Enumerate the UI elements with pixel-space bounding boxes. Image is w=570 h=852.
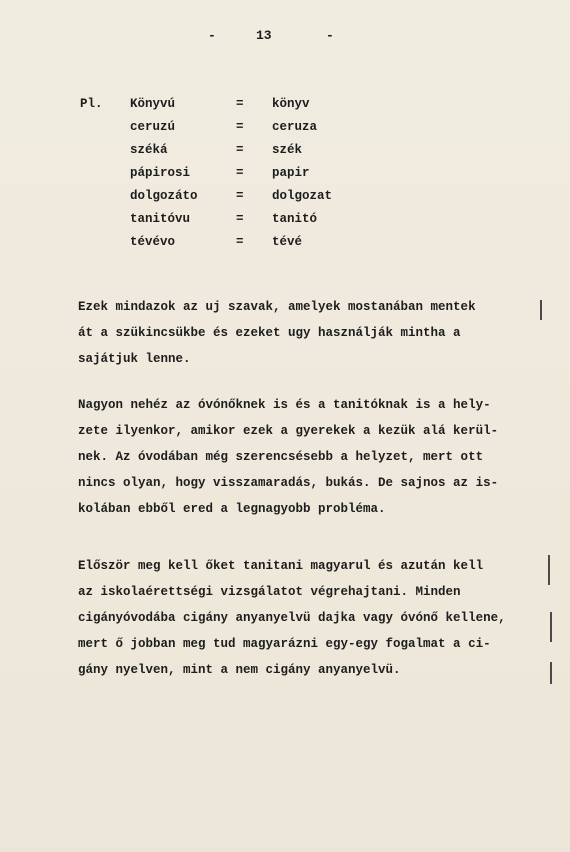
paragraph-line: cigányóvodába cigány anyanyelvü dajka vagy óvónő kellene,	[78, 611, 506, 625]
word-target: szék	[272, 143, 303, 157]
paragraph-line: Először meg kell őket tanitani magyarul és azután kell	[78, 559, 484, 573]
word-row	[80, 231, 380, 254]
word-row	[80, 116, 380, 139]
paragraph-line: át a szükincsükbe és ezeket ugy használják mintha a	[78, 326, 461, 340]
word-row	[80, 162, 380, 185]
margin-pencil-mark	[540, 300, 542, 320]
page-header	[200, 28, 340, 48]
paragraph-line: zete ilyenkor, amikor ezek a gyerekek a kezük alá kerül-	[78, 424, 499, 438]
paragraph-line: Nagyon nehéz az óvónőknek is és a tanitóknak is a hely-	[78, 398, 491, 412]
word-target: dolgozat	[272, 189, 333, 203]
word-source: dolgozáto	[130, 189, 198, 203]
word-source: Könyvú	[130, 97, 176, 111]
word-target: ceruza	[272, 120, 318, 134]
margin-pencil-mark	[550, 662, 552, 684]
equals-sign: =	[236, 97, 244, 111]
word-source: tanitóvu	[130, 212, 191, 226]
equals-sign: =	[236, 166, 244, 180]
paragraph-line: sajátjuk lenne.	[78, 352, 191, 366]
equals-sign: =	[236, 212, 244, 226]
equals-sign: =	[236, 120, 244, 134]
paragraph-line: nincs olyan, hogy visszamaradás, bukás. De sajnos az is-	[78, 476, 499, 490]
word-row	[80, 208, 380, 231]
word-source: pápirosi	[130, 166, 191, 180]
paragraph-line: gány nyelven, mint a nem cigány anyanyelvü.	[78, 663, 401, 677]
word-list	[80, 93, 380, 254]
word-target: papir	[272, 166, 310, 180]
word-list-prefix: Pl.	[80, 97, 103, 111]
word-source: széká	[130, 143, 168, 157]
paragraph-new-words	[78, 294, 548, 372]
paragraph-line: Ezek mindazok az uj szavak, amelyek mostanában mentek	[78, 300, 476, 314]
paragraph-line: kolában ebből ered a legnagyobb probléma.	[78, 502, 386, 516]
header-dash-right: -	[326, 28, 334, 43]
paragraph-teachers	[78, 392, 548, 522]
word-source: ceruzú	[130, 120, 176, 134]
equals-sign: =	[236, 143, 244, 157]
paragraph-language	[78, 553, 548, 683]
header-dash-left: -	[208, 28, 216, 43]
paragraph-line: az iskolaérettségi vizsgálatot végrehajtani. Minden	[78, 585, 461, 599]
word-row	[80, 93, 380, 116]
word-row	[80, 139, 380, 162]
word-target: könyv	[272, 97, 310, 111]
word-row	[80, 185, 380, 208]
page-number: 13	[256, 28, 272, 43]
equals-sign: =	[236, 189, 244, 203]
word-target: tévé	[272, 235, 303, 249]
margin-pencil-mark	[550, 612, 552, 642]
paragraph-line: nek. Az óvodában még szerencsésebb a helyzet, mert ott	[78, 450, 484, 464]
equals-sign: =	[236, 235, 244, 249]
paragraph-line: mert ő jobban meg tud magyarázni egy-egy fogalmat a ci-	[78, 637, 491, 651]
margin-pencil-mark	[548, 555, 550, 585]
word-target: tanitó	[272, 212, 318, 226]
word-source: tévévo	[130, 235, 176, 249]
